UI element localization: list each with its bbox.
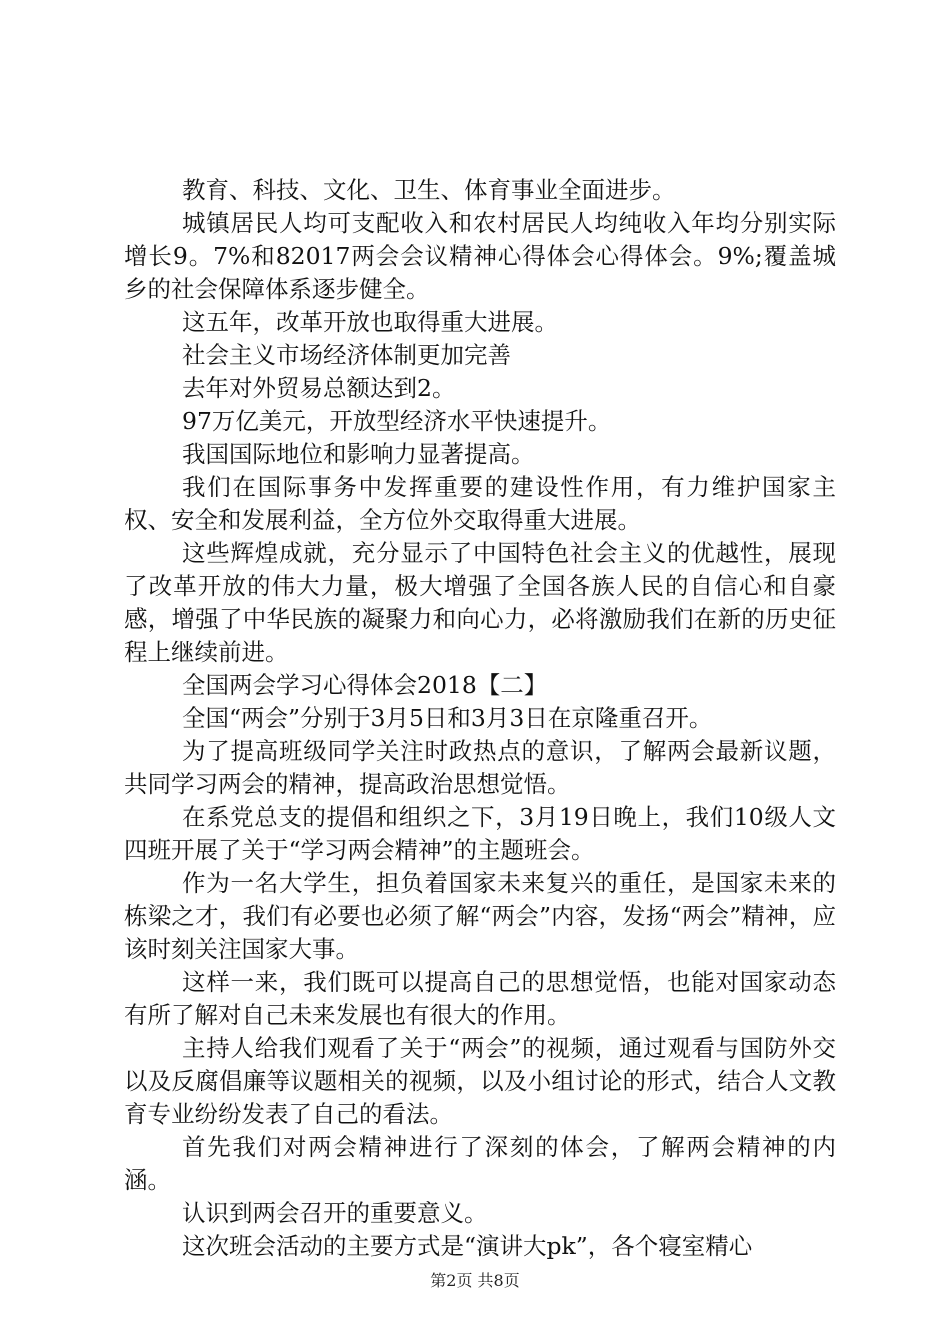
paragraph: 我国国际地位和影响力显著提高。: [182, 440, 535, 468]
paragraph: 这五年，改革开放也取得重大进展。: [182, 308, 558, 336]
paragraph: 在系党总支的提倡和组织之下，3月19日晚上，我们10级人文四班开展了关于“学习两会精神”的主题班会。: [124, 803, 836, 864]
paragraph: 主持人给我们观看了关于“两会”的视频，通过观看与国防外交以及反腐倡廉等议题相关的视频，以及小组讨论的形式，结合人文教育专业纷纷发表了自己的看法。: [124, 1034, 836, 1128]
paragraph: 这些辉煌成就，充分显示了中国特色社会主义的优越性，展现了改革开放的伟大力量，极大增强了全国各族人民的自信心和自豪感，增强了中华民族的凝聚力和向心力，必将激励我们在新的历史征程上继续前进。: [124, 539, 836, 666]
paragraph: 97万亿美元，开放型经济水平快速提升。: [182, 407, 612, 435]
paragraph: 城镇居民人均可支配收入和农村居民人均纯收入年均分别实际增长9。7%和82017两会会议精神心得体会心得体会。9%;覆盖城乡的社会保障体系逐步健全。: [124, 209, 836, 303]
paragraph: 这次班会活动的主要方式是“演讲大pk”，各个寝室精心: [182, 1232, 753, 1260]
paragraph: 作为一名大学生，担负着国家未来复兴的重任，是国家未来的栋梁之才，我们有必要也必须了解“两会”内容，发扬“两会”精神，应该时刻关注国家大事。: [124, 869, 836, 963]
document-body: [124, 174, 836, 1263]
section-heading: 全国两会学习心得体会2018【二】: [182, 671, 548, 699]
paragraph: 全国“两会”分别于3月5日和3月3日在京隆重召开。: [182, 704, 713, 732]
paragraph: 教育、科技、文化、卫生、体育事业全面进步。: [182, 176, 676, 204]
paragraph: 认识到两会召开的重要意义。: [182, 1199, 488, 1227]
paragraph: 去年对外贸易总额达到2。: [182, 374, 456, 402]
paragraph: 社会主义市场经济体制更加完善: [182, 341, 511, 369]
paragraph: 为了提高班级同学关注时政热点的意识，了解两会最新议题，共同学习两会的精神，提高政治思想觉悟。: [124, 737, 836, 798]
paragraph: 我们在国际事务中发挥重要的建设性作用，有力维护国家主权、安全和发展利益，全方位外交取得重大进展。: [124, 473, 836, 534]
paragraph: 首先我们对两会精神进行了深刻的体会，了解两会精神的内涵。: [124, 1133, 836, 1194]
page-footer: 第2页 共8页: [430, 1271, 520, 1290]
paragraph: 这样一来，我们既可以提高自己的思想觉悟，也能对国家动态有所了解对自己未来发展也有很大的作用。: [124, 968, 836, 1029]
